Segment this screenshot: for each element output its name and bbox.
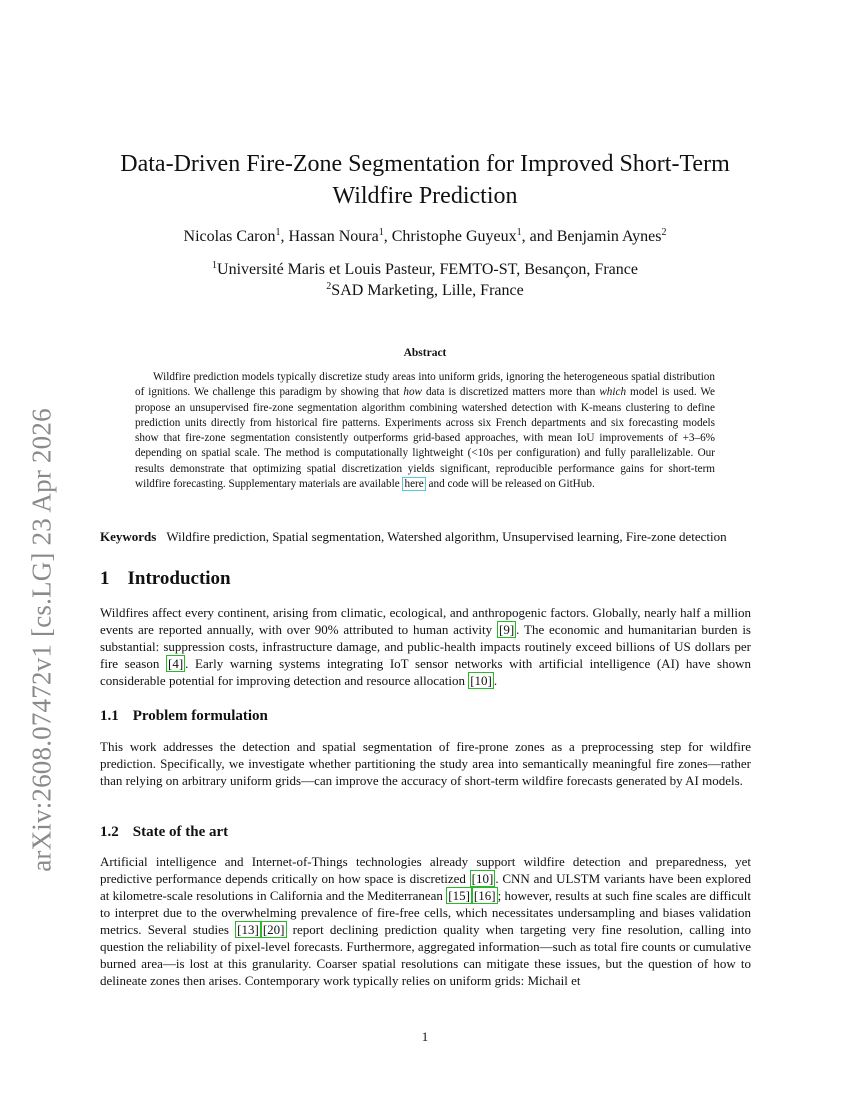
citation-link[interactable]: [20] <box>262 922 285 937</box>
abstract-heading: Abstract <box>403 347 447 359</box>
author-name: Christophe Guyeux <box>391 228 517 245</box>
section-heading-state-of-the-art <box>100 824 228 841</box>
citation-link[interactable]: [13] <box>237 922 259 937</box>
affiliation-list <box>100 259 750 301</box>
section-title: Introduction <box>127 568 231 589</box>
arxiv-identifier[interactable]: arXiv:2608.07472v1 [cs.LG] 23 Apr 2026 <box>26 408 57 872</box>
abstract-emphasis: how <box>403 386 422 399</box>
keywords-label: Keywords <box>100 529 157 544</box>
affiliation-text: Université Maris et Louis Pasteur, FEMTO-ST, Besançon, France <box>217 261 638 278</box>
keywords <box>100 528 760 545</box>
section-number: 1 <box>100 568 110 589</box>
abstract-text: data is discretized matters more than <box>422 386 600 399</box>
paper-title: Data-Driven Fire-Zone Segmentation for Improved Short-Term Wildfire Prediction <box>120 151 730 209</box>
author-name: Nicolas Caron <box>183 228 276 245</box>
citation-link[interactable]: [4] <box>167 656 184 671</box>
paragraph-text: report declining prediction quality when targeting very fine resolution, calling into question the reliability of pixel-level forecasts. Furthermore, aggregated information—such as total fire counts or cumulative burned area—is lost at this granularity. Coarser spatial resolutions can mitigate these issues, but the question of how to delineate zones then arises. Contemporary work typically relies on uniform grids: Michail et <box>100 922 751 988</box>
author-affiliation-mark: 1 <box>516 227 522 238</box>
section-heading-introduction <box>100 568 231 590</box>
author-affiliation-mark: 2 <box>661 227 667 238</box>
author-affiliation-mark: 1 <box>275 227 281 238</box>
abstract-text: Wildfire prediction models typically discretize study areas into uniform grids, ignoring the heterogeneous spatial distribution of ignitions. We challenge this paradigm by showing that <box>135 371 715 399</box>
author-name: Benjamin Aynes <box>556 228 662 245</box>
paragraph-text: Artificial intelligence and Internet-of-Things technologies already support wildfire detection and preparedness, yet predictive performance depends critically on how space is discretized <box>100 854 751 886</box>
paragraph-text: . CNN and ULSTM variants have been explored at kilometre-scale resolutions in California and the Mediterranean <box>100 871 751 903</box>
section-title: Problem formulation <box>132 708 268 724</box>
author-name: Hassan Noura <box>288 228 379 245</box>
author-list: Nicolas Caron$^1$, Hassan Noura$^1$, Christophe Guyeux$^1$, and Benjamin Aynes$^2$ <box>183 227 667 245</box>
affiliation-line <box>100 280 750 301</box>
abstract-body <box>135 370 715 492</box>
problem-paragraph: This work addresses the detection and spatial segmentation of fire-prone zones as a preprocessing step for wildfire prediction. Specifically, we investigate whether partitioning the study area into semantically meaningful fire zones—rather than relying on arbitrary uniform grids—can improve the accuracy of short-term wildfire forecasts generated by AI models. <box>100 739 751 788</box>
citation-link[interactable]: [10] <box>470 673 492 688</box>
affiliation-line <box>100 259 750 280</box>
paragraph-text: ; however, results at such fine scales are difficult to interpret due to the overwhelming prevalence of fire-free cells, which necessitates undersampling and biases validation metrics. Several studies <box>100 888 751 937</box>
section-heading-problem-formulation <box>100 708 268 725</box>
supplementary-link[interactable]: here <box>404 478 424 491</box>
abstract-text: model is used. We propose an unsupervised fire-zone segmentation algorithm combining watershed detection with K-means clustering to define prediction units directly from historical fire patterns. Experiments across six French departments and six forecasting models show that fire-zone segmentation consistently outperforms grid-based approaches, with mean IoU improvements of +3–6% depending on spatial scale. The method is computationally lightweight (<10s per configuration) and fully parallelizable. Our results demonstrate that optimizing spatial discretization yields significant, reproducible performance gains for short-term wildfire forecasting. Supplementary materials are available <box>135 386 715 491</box>
affiliation-number: 1 <box>212 260 218 271</box>
citation-link[interactable]: [15] <box>448 888 470 903</box>
affiliation-number: 2 <box>326 281 332 292</box>
paragraph-text: Wildfires affect every continent, arising from climatic, ecological, and anthropogenic factors. Globally, nearly half a million events are reported annually, with over 90% attributed to human activity <box>100 605 751 637</box>
keywords-text: Wildfire prediction, Spatial segmentation, Watershed algorithm, Unsupervised learning, Fire-zone detection <box>166 529 727 544</box>
section-number: 1.2 <box>100 824 119 840</box>
intro-paragraph <box>100 604 751 689</box>
author-affiliation-mark: 1 <box>378 227 384 238</box>
paragraph-text: . <box>493 673 498 688</box>
sota-paragraph <box>100 853 751 989</box>
affiliation-text: SAD Marketing, Lille, France <box>331 282 524 299</box>
section-title: State of the art <box>132 824 229 840</box>
citation-link[interactable]: [16] <box>473 888 496 903</box>
page-number: 1 <box>421 1029 429 1044</box>
abstract-text: and code will be released on GitHub. <box>425 478 595 491</box>
citation-link[interactable]: [10] <box>471 871 494 886</box>
paragraph-text: . Early warning systems integrating IoT sensor networks with artificial intelligence (AI) have shown considerable potential for improving detection and resource allocation <box>100 656 751 688</box>
abstract-emphasis: which <box>599 386 627 399</box>
paragraph-text: . The economic and humanitarian burden is substantial: suppression costs, infrastructure damage, and public-health impacts routinely exceed billions of US dollars per fire season <box>100 622 751 671</box>
citation-link[interactable]: [9] <box>498 622 515 637</box>
section-number: 1.1 <box>100 708 119 724</box>
